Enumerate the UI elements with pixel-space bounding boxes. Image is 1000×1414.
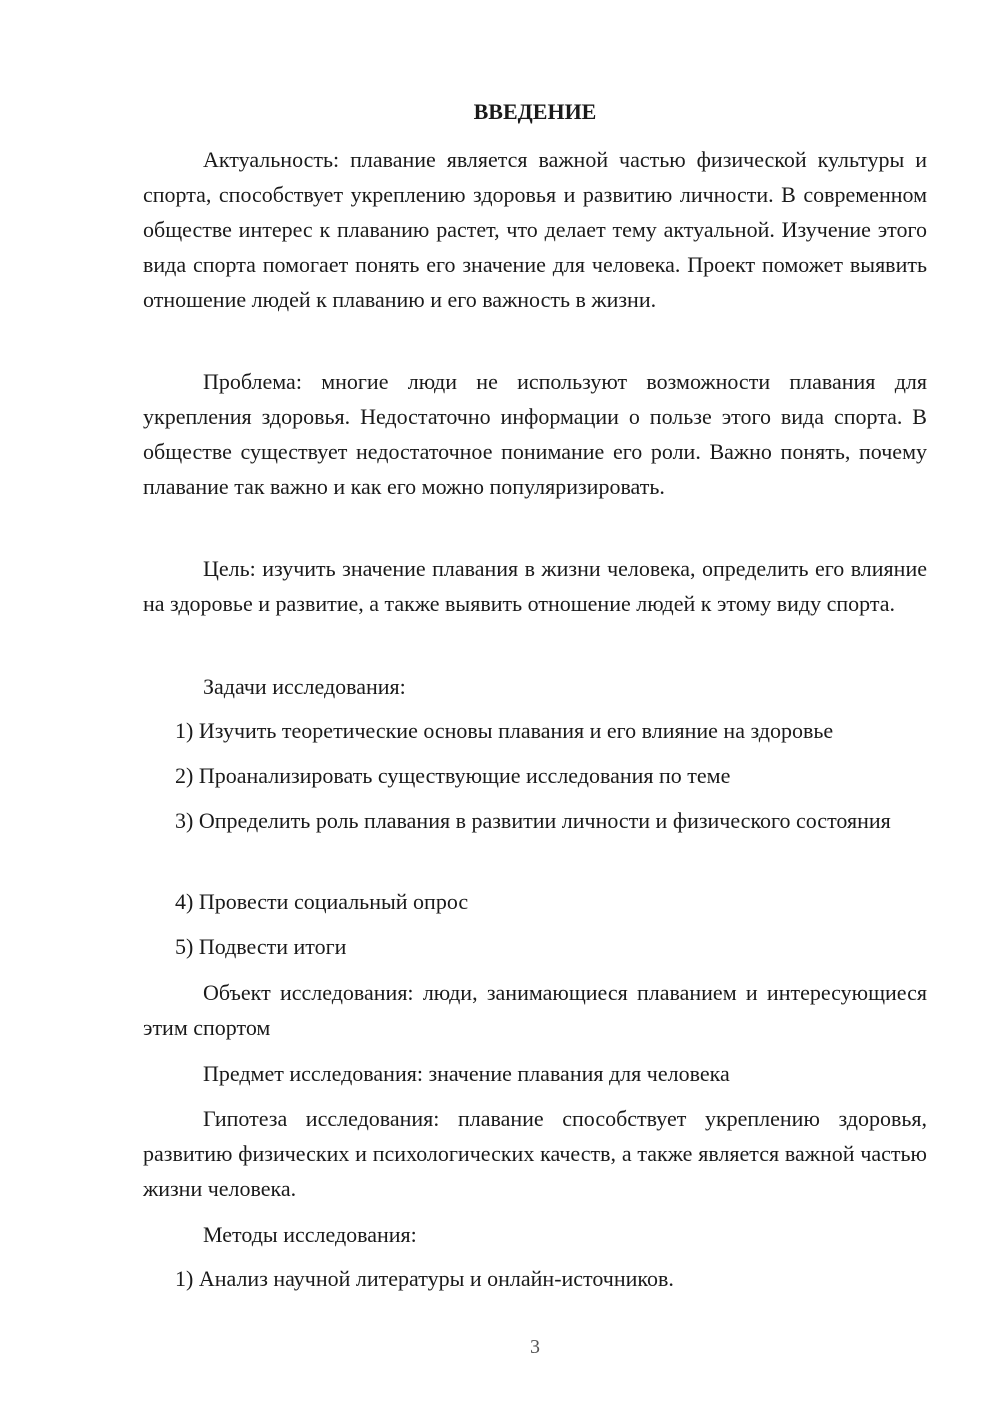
task-item-5: 5) Подвести итоги	[175, 934, 347, 959]
paragraph-subject: Предмет исследования: значение плавания для человека	[203, 1061, 730, 1086]
methods-heading: Методы исследования:	[203, 1222, 417, 1247]
paragraph-problem: Проблема: многие люди не используют возможности плавания для укрепления здоровья. Недостаточно информации о пользе этого вида спорта. В обществе существует недостаточное понимание его роли. Важно понять, почему плавание так важно и как его можно популяризировать.	[143, 369, 927, 499]
paragraph-object: Объект исследования: люди, занимающиеся плаванием и интересующиеся этим спортом	[143, 980, 927, 1040]
task-item-4: 4) Провести социальный опрос	[175, 889, 469, 914]
page-title: ВВЕДЕНИЕ	[473, 99, 597, 124]
method-item-1: 1) Анализ научной литературы и онлайн-источников.	[175, 1266, 674, 1291]
task-item-3: 3) Определить роль плавания в развитии личности и физического состояния	[175, 808, 891, 833]
task-item-2: 2) Проанализировать существующие исследования по теме	[175, 763, 731, 788]
paragraph-hypothesis: Гипотеза исследования: плавание способствует укреплению здоровья, развитию физических и психологических качеств, а также является важной частью жизни человека.	[143, 1106, 927, 1201]
paragraph-goal: Цель: изучить значение плавания в жизни человека, определить его влияние на здоровье и развитие, а также выявить отношение людей к этому виду спорта.	[143, 556, 927, 616]
tasks-heading: Задачи исследования:	[203, 674, 406, 699]
page-number: 3	[530, 1336, 540, 1358]
paragraph-relevance: Актуальность: плавание является важной частью физической культуры и спорта, способствует укреплению здоровья и развитию личности. В современном обществе интерес к плаванию растет, что делает тему актуальной. Изучение этого вида спорта помогает понять его значение для человека. Проект поможет выявить отношение людей к плаванию и его важность в жизни.	[143, 147, 927, 312]
task-item-1: 1) Изучить теоретические основы плавания и его влияние на здоровье	[175, 718, 834, 743]
